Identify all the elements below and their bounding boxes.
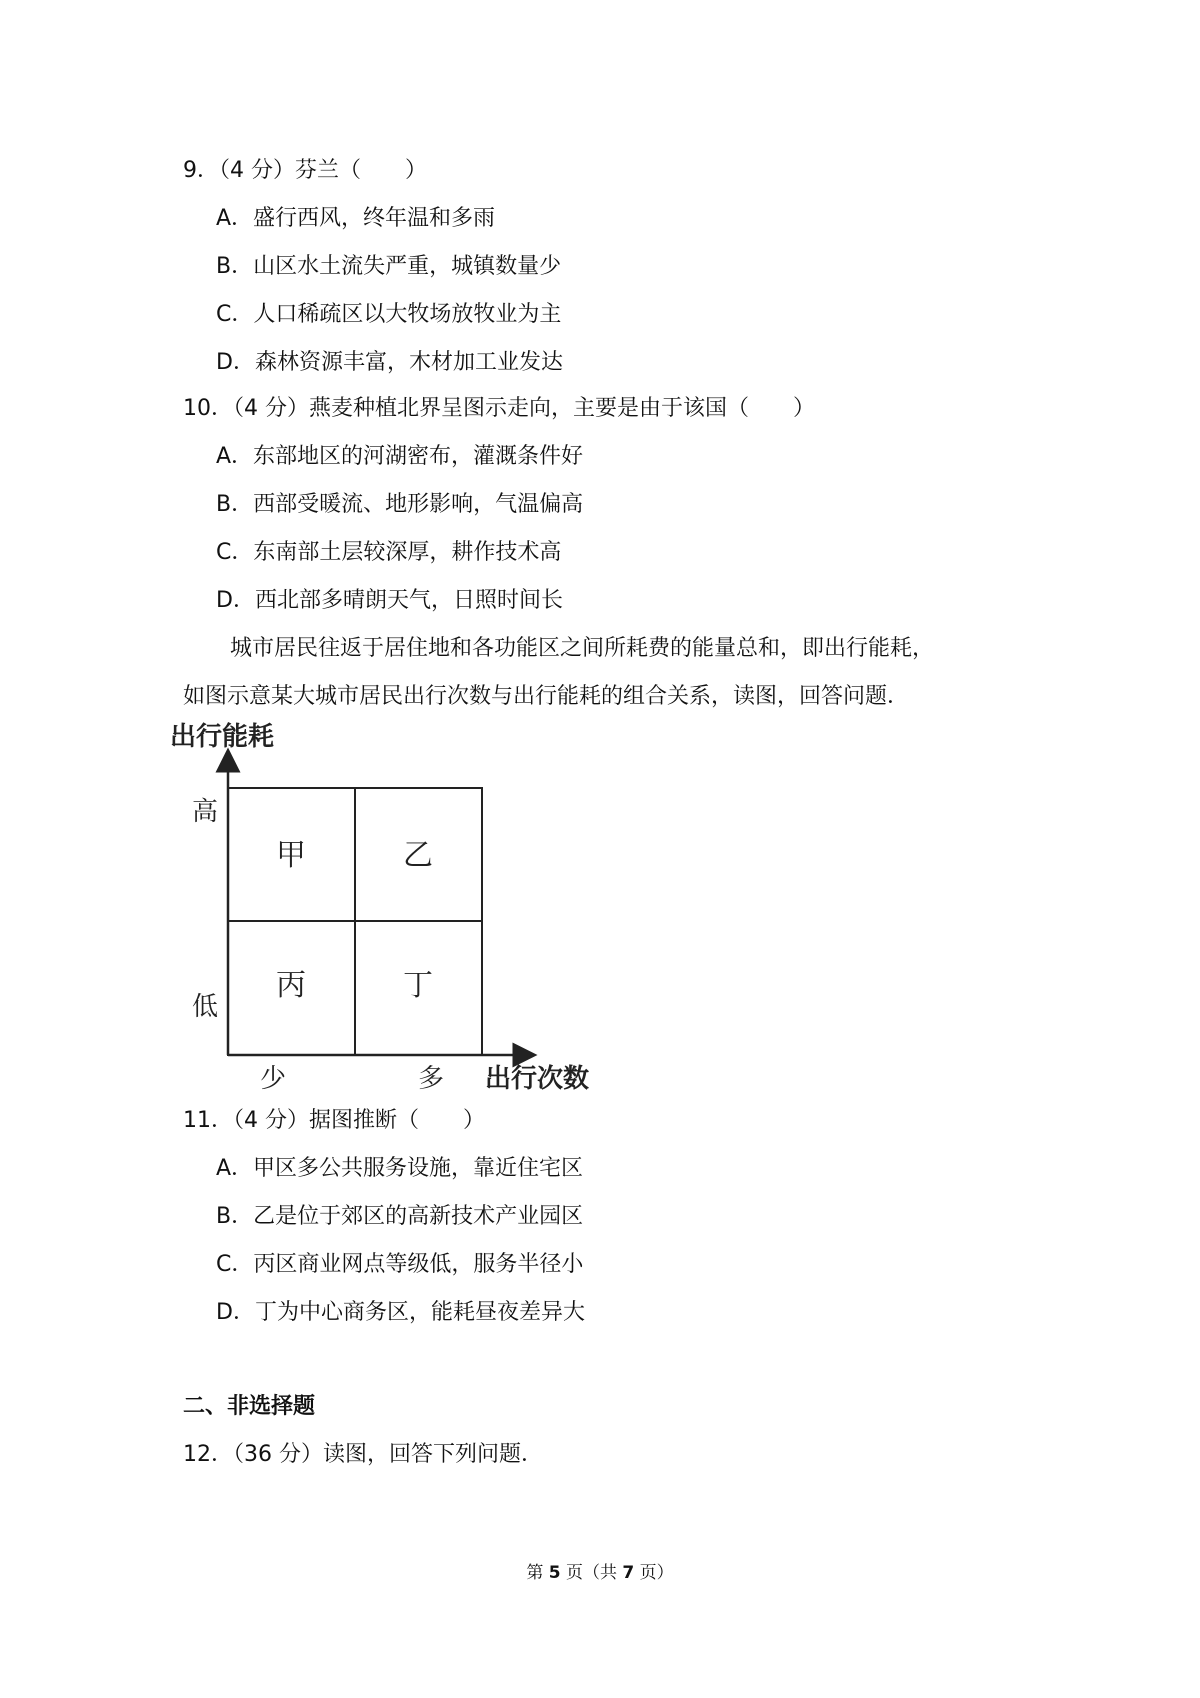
y-high-label: 高	[192, 797, 219, 827]
question-9-stem: 9．（4 分）芬兰（ ）	[183, 158, 427, 183]
question-11-option-b: B．乙是位于郊区的高新技术产业园区	[216, 1204, 584, 1229]
page-footer	[0, 1558, 1200, 1583]
cell-ding: 丁	[403, 968, 433, 1003]
y-axis-label: 出行能耗	[170, 722, 275, 752]
passage-line-2: 如图示意某大城市居民出行次数与出行能耗的组合关系，读图，回答问题．	[183, 684, 910, 709]
question-10-option-a: A．东部地区的河湖密布，灌溉条件好	[216, 444, 584, 469]
y-low-label: 低	[192, 992, 219, 1022]
cell-yi: 乙	[403, 838, 433, 873]
footer-page-number: 5	[548, 1563, 561, 1583]
footer-total-pages: 7	[622, 1563, 635, 1583]
question-12-stem: 12．（36 分）读图，回答下列问题．	[183, 1442, 543, 1467]
travel-energy-quadrant-figure	[170, 715, 610, 1090]
x-axis-label: 出行次数	[485, 1064, 590, 1090]
cell-jia: 甲	[276, 838, 306, 873]
footer-middle: 页（共	[560, 1563, 623, 1583]
question-10-option-c: C．东南部土层较深厚，耕作技术高	[216, 540, 562, 565]
question-10-stem: 10．（4 分）燕麦种植北界呈图示走向，主要是由于该国（ ）	[183, 396, 815, 421]
question-11-option-d: D．丁为中心商务区，能耗昼夜差异大	[216, 1300, 585, 1325]
question-9-option-b: B．山区水土流失严重，城镇数量少	[216, 254, 562, 279]
question-11-option-c: C．丙区商业网点等级低，服务半径小	[216, 1252, 584, 1277]
footer-suffix: 页）	[634, 1563, 674, 1583]
question-9-option-c: C．人口稀疏区以大牧场放牧业为主	[216, 302, 562, 327]
section-2-title: 二、非选择题	[183, 1394, 316, 1419]
question-10-option-d: D．西北部多晴朗天气，日照时间长	[216, 588, 563, 613]
question-9-option-a: A．盛行西风，终年温和多雨	[216, 206, 496, 231]
x-low-label: 少	[260, 1064, 287, 1090]
question-9-option-d: D．森林资源丰富，木材加工业发达	[216, 350, 563, 375]
cell-bing: 丙	[276, 968, 306, 1003]
x-high-label: 多	[418, 1064, 445, 1090]
question-11-stem: 11．（4 分）据图推断（ ）	[183, 1108, 485, 1133]
passage-line-1: 城市居民往返于居住地和各功能区之间所耗费的能量总和，即出行能耗，	[230, 636, 935, 661]
footer-prefix: 第	[526, 1563, 549, 1583]
question-11-option-a: A．甲区多公共服务设施，靠近住宅区	[216, 1156, 584, 1181]
question-10-option-b: B．西部受暖流、地形影响，气温偏高	[216, 492, 584, 517]
